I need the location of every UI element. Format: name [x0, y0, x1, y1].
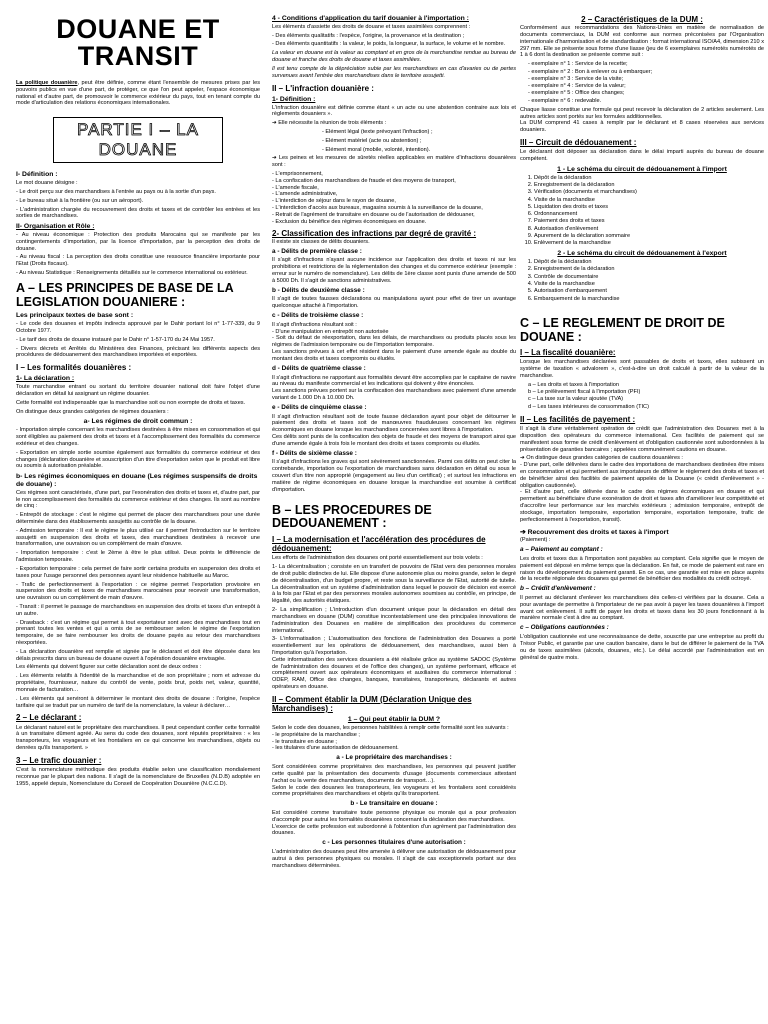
list-item: 1. Dépôt de la déclaration	[534, 175, 764, 182]
base-texts-item: - Le tarif des droits de douane instauré par le Dahir n° 1-57-170 du 24 Mai 1957.	[16, 336, 215, 343]
list-item: - exemplaire n° 1 : Service de la recette;	[528, 61, 628, 68]
fiscality-heading: I – La fiscalité douanière:	[520, 348, 616, 358]
part-one-box: PARTIE I – LA DOUANE	[53, 117, 223, 163]
characteristics-text: Conformément aux recommandations des Nations-Unies en matière de normalisation de documents commerciaux, la DUM est conforme aux normes préconisées par l'Organisation internationale d'harmonisation et de standardisation : format international ISO/A4, dimension 210 x 297 mm. Elle se présente sous forme d'une liasse (jeu de 6 exemplaires numérotés numérotés de 1 à 6 dont la destination se présente comme suit :	[520, 25, 764, 59]
list-item: b – Le prélèvement fiscal à l'importation (PFI)	[528, 389, 641, 396]
owner-heading: a - Le propriétaire des marchandises :	[336, 754, 452, 762]
import-circuit-heading: 1 - Le schéma du circuit de dédouanement à l'import	[557, 165, 727, 173]
infraction-definition-text: L'infraction douanière est définie comme étant « un acte ou une abstention contraire aux lois et règlements douaniers ».	[272, 104, 516, 118]
titulaire-heading: c - Les personnes titulaires d'une autorisation :	[322, 839, 466, 847]
common-regime-text: - Exportation en simple sortie soumise également aux formalités du commerce extérieur et des changes (déclaration douanière et souscription d'un titre d'exportation selon que le produit est libre ou soumis à autorisation préalable.	[16, 449, 260, 470]
circuit-heading: III – Circuit de dédouanement :	[520, 138, 637, 148]
base-texts-item: - Divers décrets et Arrêtés du Ministères des Finances, précisant les différents aspects des procédures de dédouanement des marchandises importées et exportées.	[16, 345, 260, 359]
class-c-heading: c - Délits de troisième classe :	[272, 312, 364, 319]
list-item: c – La taxe sur la valeur ajoutée (TVA)	[528, 396, 624, 403]
classification-heading: 2- Classification des infractions par degré de gravité :	[272, 228, 477, 238]
declaration-text: Cette formalité est indispensable que la marchandise soit ou non exempte de droits et taxes.	[16, 399, 246, 406]
organisation-text: - Au niveau fiscal : La perception des droits constitue une ressource financière importante pour l'Etat (Droits fiscaux).	[16, 254, 260, 268]
declaration-text: Les éléments qui doivent figurer sur cette déclaration sont de deux ordres :	[16, 664, 202, 671]
definition-text: - Le droit perçu sur des marchandises à l'entrée au pays ou à la sortie d'un pays.	[16, 188, 216, 195]
infraction-text: - Elément matériel (acte ou abstention) ;	[322, 137, 422, 144]
taxes-list	[520, 382, 764, 411]
list-item: 4. Visite de la marchandise	[534, 197, 764, 204]
economic-regime-text: - Trafic de perfectionnement à l'exportation : ce régime permet l'exportation provisoire en suspension des droits et taxes de marchandises marocaines pour recevoir une transformation, une ouvraison ou un complément de main d'œuvre.	[16, 581, 260, 602]
classification-text: Il existe six classes de délits douaniers.	[272, 238, 370, 245]
definition-text: - L'administration chargée du recouvrement des droits et taxes et de contrôler les entrées et les sorties de marchandises.	[16, 206, 260, 220]
modernisation-heading: I – La modernisation et l'accélération des procédures de dédouanement:	[272, 535, 486, 554]
infraction-text: - Elément moral (mobile, volonté, intention).	[322, 146, 431, 153]
economic-regime-text: - Importation temporaire : c'est le 2ème à être le plus utilisé. Deux points le différencie de l'admission temporaire.	[16, 550, 260, 564]
who-text: Selon le code des douanes, les personnes habilitées à remplir cette formalité sont les suivants : - le propriétaire de la marchandise ; - le transitaire en douane ; - les titulaires d'une autorisation de dédouanement.	[272, 725, 509, 752]
common-regime-text: - Importation simple concernant les marchandises destinées à être mises en consommation et qui sont éligibles au paiement des droits et taxes et à l'accomplissement des formalités du commerce extérieur et des changes.	[16, 427, 260, 447]
list-item: 3. Vérification (documents et marchandises)	[534, 189, 764, 196]
declaration-text: . Les éléments relatifs à l'identité de la marchandise et de son propriétaire ; nom et adresse du propriétaire, fournisseur, nature du contrôl de vente, poids brut, poids net, valeur, quantité, monnaie de facturation…	[16, 673, 260, 693]
fiscality-text: Lorsque les marchandises déclarées sont passables de droits et taxes, elles subissent un système de taxation « advalorem », c'est-à-dire un droit calculé à partir de la valeur de la marchandise.	[520, 359, 764, 380]
list-item: 9. Apurement de la déclaration sommaire	[534, 233, 764, 240]
economic-regime-text: Ces régimes sont caractérisés, d'une part, par l'exonération des droits et taxes et, d'autre part, par le non accomplissement des formalités du commerce extérieur et des changes. Ils sont au nombre de cinq :	[16, 489, 260, 510]
base-texts-item: - Le code des douanes et impôts indirects approuvé par le Dahir portant loi n° 1-77-339, du 9 Octobre 1977.	[16, 321, 260, 334]
penalties-list: - L'emprisonnement, - La confiscation des marchandises de fraude et des moyens de transport, - L'amende fiscale, - L'amende administrative, - L'interdiction de séjour dans le rayon de douane, - L'interdiction d'accès aux bureaux, magasins soumis à la surveillance de la douane, - Retrait de l'agrément de transitaire en douane ou de l'autorisation de dédouaner, - Exclusion du bénéfice des régimes économiques en douane.	[272, 171, 483, 225]
conditions-text: La valeur en douane est la valeur au comptant et en gros de la marchandise rendue au bureau de douane et franche des droits de douane et taxes assimilées.	[272, 50, 516, 64]
payment-facilities-heading: II – Les facilités de payement :	[520, 414, 636, 424]
declaration-text: . Les éléments qui serviront à déterminer le montant des droits de douane : l'origine, l'espèce tarifaire qui se traduit par un numéro de tarif de la nomenclature, la valeur à déclarer…	[16, 695, 260, 709]
intro-label: La politique douanière	[16, 80, 78, 86]
common-regime-heading: a- Les régimes de droit commun :	[83, 418, 193, 426]
list-item: - exemplaire n° 4 : Service de la valeur;	[528, 83, 626, 90]
list-item: 6. Embarquement de la marchandise	[534, 296, 764, 303]
titulaire-text: L'administration des douanes peut être amenée à délivrer une autorisation de dédouanement pour autrui à des personnes physiques ou morales. Il s'agit de cas exceptionnels portant sur des marchandises déterminées.	[272, 849, 516, 869]
conditions-text: Les éléments d'assiette des droits de douane et taxes assimilées comprennent :	[272, 23, 471, 30]
declaration-text: On distingue deux grandes catégories de régimes douaniers :	[16, 408, 169, 415]
list-item: 1. Dépôt de la déclaration	[534, 259, 764, 266]
class-b-heading: b - Délits de deuxième classe :	[272, 286, 365, 294]
conditions-text: Il est tenu compte de la dépréciation subie par les marchandises en cas d'avaries ou de pertes survenues avant l'entrée des marchandises dans le territoire assujetti.	[272, 65, 516, 79]
class-c-text: Il s'agit d'infractions résultant soit : - D'une manipulation en entrepôt non autorisée - Soit du défaut de réexportation, dans les délais, de marchandises ou produits placés sous les régimes de l'admission temporaire ou de l'importation temporaire. Les sanctions prévues à cet effet résident dans le paiement d'une amende égale au double du montant des droits et taxes compromis ou éludés.	[272, 321, 516, 362]
list-item: - exemplaire n° 3 : Service de la visite;	[528, 75, 624, 82]
list-item: 5. Autorisation d'embarquement	[534, 288, 764, 295]
class-b-text: Il s'agit de toutes fausses déclarations ou manipulations ayant pour effet de tirer un avantage quelconque attaché à l'importation.	[272, 296, 516, 310]
infraction-heading: II – L'infraction douanière :	[272, 83, 374, 93]
class-a-text: Il s'agit d'infractions n'ayant aucune incidence sur l'application des droits et taxes ni sur les prohibitions et restrictions de la réglementation des changes et du commerce extérieur (exemple : erreur sur le numéro de nomenclature). Les délits de 1ère classe sont punis d'une amende de 500 à 5000 Dh. Il s'agit de sanctions administratives.	[272, 257, 516, 284]
list-item: 5. Liquidation des droits et taxes	[534, 204, 764, 211]
intro-paragraph	[16, 80, 260, 107]
base-texts-heading: Les principaux textes de base sont :	[16, 312, 134, 320]
formalities-heading: I – Les formalités douanières :	[16, 363, 132, 373]
declaration-text: Toute marchandise entrant ou sortant du territoire douanier national doit faire l'objet d'une déclaration en détail lui assignant un régime douanier.	[16, 384, 260, 397]
list-item: - exemplaire n° 2 : Bon à enlever ou à embarquer;	[528, 68, 653, 75]
traffic-heading: 3 – Le trafic douanier :	[16, 755, 102, 765]
declarant-text: Le déclarant naturel est le propriétaire des marchandises. Il peut cependant confier cette formalité à un transitaire dûment agréé. Au sens du code des douanes, sont réputés propriétaires : « les transporteurs, les voyageurs et les frontaliers en ce qui concerne les marchandises, objets ou denrées qu'ils transportent. »	[16, 724, 260, 751]
definition-text: - Le bureau situé à la frontière (ou sur un aéroport).	[16, 197, 144, 204]
definition-text: Le mot douane désigne :	[16, 180, 78, 187]
list-item: 7. Paiement des droits et taxes	[534, 218, 764, 225]
title-line-1: DOUANE ET	[56, 14, 220, 44]
infraction-text: ➔ Les peines et les mesures de sûretés réelles applicables en matière d'infractions douanières sont :	[272, 155, 516, 169]
recovery-heading: ➔ Recouvrement des droits et taxes à l'import	[520, 528, 669, 536]
list-item: 2. Enregistrement de la déclaration	[534, 182, 764, 189]
section-b-heading: B – LES PROCEDURES DE DEDOUANEMENT :	[272, 502, 432, 531]
infraction-text: ➔ Elle nécessite la réunion de trois éléments :	[272, 120, 387, 127]
class-f-text: Il s'agit d'infractions les graves qui sont sévèrement sanctionnées. Parmi ces délits on peut citer la contrebande, importation ou l'exportation de marchandises sans déclaration en détail ou sous le couvert d'un titre non approprié (engagement au lieu d'un certificat) ; et surtout les infractions en matière de régime économiques en douane lorsque la marchandise est soumise à certificat d'importation.	[272, 459, 516, 493]
decentralisation-text: 1- La décentralisation ; consiste en un transfert de pouvoirs de l'Etat vers des personnes morales de droit public distinctes de lui. Elle dispose d'une autonomie plus ou moins grande, selon le degré de décentralisation, d'un budget propre, et reste sous la surveillance de l'Etat, autorité de tutelle. La décentralisation est un système d'administration dans lequel le pouvoir de décision est exercé à la fois par l'Etat et par des personnes morales autonomes soumises au contrôle, en principe, de légalité, des autorités étatiques.	[272, 564, 516, 605]
list-item: 4. Visite de la marchandise	[534, 281, 764, 288]
column-2	[272, 12, 516, 871]
list-item: 2. Enregistrement de la déclaration	[534, 266, 764, 273]
class-f-heading: f - Délits de sixième classe :	[272, 449, 357, 457]
document-title	[16, 16, 260, 70]
title-line-2: TRANSIT	[77, 41, 199, 71]
list-item: 6. Ordonnancement	[534, 211, 764, 218]
declaration-text: - La déclaration douanière est remplie et signée par le déclarant et doit être déposée dans les délais prescrits dans un bureau de douane ouvert à l'opération douanière envisagée.	[16, 648, 260, 662]
class-a-heading: a - Délits de première classe :	[272, 247, 362, 255]
characteristics-text: Chaque liasse constitue une formule qui peut recevoir la déclaration de 2 articles seulement. Les autres articles sont portés sur les formules additionnelles. La DUM comprend 41 cases à remplir par le déclarant et 8 cases réservées aux services douaniers.	[520, 106, 764, 134]
credit-text: Il permet au déclarant d'enlever les marchandises dès celles-ci vérifiées par la douane. Cela a pour avantage de permettre à l'importateur de ne pas avoir à payer les taxes douanières à l'import avant cet enlèvement. Il suffit de payer les droits et taxes dans les 30 jours fonctionnant à la manière normale c'est à dire au comptant.	[520, 595, 764, 622]
credit-heading: b – Crédit d'enlèvement :	[520, 585, 596, 593]
list-item: 8. Autorisation d'enlèvement	[534, 226, 764, 233]
list-item: - exemplaire n° 6 : redevable.	[528, 97, 602, 104]
export-circuit-heading: 2 - Le schéma du circuit de dédouanement à l'export	[557, 250, 727, 258]
declarant-heading: 2 – Le déclarant :	[16, 713, 82, 723]
class-e-text: Il s'agit d'infraction résultant soit de toute fausse déclaration ayant pour objet de détourner le paiement des droits et taxes soit de manœuvres frauduleuses concernant les régimes économiques en douane lorsque les marchandises concernées sont libres à l'importation. Ces délits sont punis de la confiscation des objets de fraude et des moyens de transport ainsi que d'une amende égale à trois fois le montant des droits et taxes compromis ou éludés.	[272, 413, 516, 447]
cash-payment-heading: a – Paiement au comptant :	[520, 546, 603, 554]
economic-regime-text: - Transit : il permet le passage de marchandises en suspension des droits et taxes d'un entrepôt à un autre.	[16, 603, 260, 617]
economic-regime-heading: b- Les régimes économiques en douane (Les régimes suspensifs de droits de douane) :	[16, 473, 258, 488]
owner-text: Sont considérées comme propriétaires des marchandises, les personnes qui peuvent justifier cette qualité par la présentation des documents d'usage (documents commerciaux attestant l'achat ou la vente des marchandises, documents de transport…). Selon le code des douanes les transporteurs, les voyageurs et les frontaliers sont considérés comme propriétaires des marchandises et objets qu'ils transportent.	[272, 764, 516, 798]
obligations-heading: c – Obligations cautionnées :	[520, 624, 609, 632]
transitaire-text: Est considéré comme transitaire toute personne physique ou morale qui a pour profession d'accomplir pour autrui les formalités douanières concernant la déclaration des marchandises. L'exercice de cette profession est subordonné à l'obtention d'un agrément par l'administration des douanes.	[272, 809, 516, 837]
traffic-text: C'est la nomenclature méthodique des produits établie selon une classification mondialement reconnue par le plupart des nations. Il s'agit de la nomenclature de Bruxelles (N.D.B) adoptée en 1955, appelé depuis, Nomenclature du Conseil de Coopération Douanière (N.C.C.D).	[16, 766, 260, 787]
recovery-subheading: (Paiement) :	[520, 537, 551, 544]
conditions-text: - Des éléments quantitatifs : la valeur, le poids, la longueur, la surface, le volume et le nombre.	[272, 41, 506, 48]
transitaire-heading: b - Le transitaire en douane :	[350, 800, 438, 808]
section-c-heading: C – LE REGLEMENT DE DROIT DE DOUANE :	[520, 315, 725, 344]
informatisation-text: 3- L'informatisation ; L'automatisation des fonctions de l'administration des Douanes a porté essentiellement sur les opérations de dédouanement, des marchandises, aussi bien à l'importation qu'à l'exportation. Cette informatisation des services douaniers a été réalisée grâce au système SADOC (Système de l'administration des douanes et de l'office des changes), un système performant, efficace et complètement ouvert aux opérateurs économiques et auxiliaires du commerce international : ODEP, RAM, Office des changes, banques, transitaires, transporteurs, déclarants et autres opérateurs en douane.	[272, 636, 516, 690]
conditions-heading: 4 - Conditions d'application du tarif douanier à l'importation :	[272, 15, 469, 22]
organisation-heading: II- Organisation et Rôle :	[16, 223, 95, 231]
characteristics-heading: 2 – Caractéristiques de la DUM :	[581, 15, 703, 24]
column-3	[520, 12, 764, 663]
cash-payment-text: Les droits et taxes dus à l'importation sont payables au comptant. Cela signifie que le moyen de paiement est déposé en même temps que la déclaration. En fait, ce mode de paiement est rare en raison du développement du paiement garanti. En ce cas, une garantie est mise en place auprès de la recette régionale des douanes qui permet de bénéficier des modalités du crédit octroyé.	[520, 555, 764, 583]
list-item: - exemplaire n° 5 : Office des changes;	[528, 90, 625, 97]
list-item: a – Les droits et taxes à l'importation	[528, 381, 619, 388]
intro-text: , peut être définie, comme étant l'ensemble de mesures prises par les pouvoirs publics en vue d'une part, de protéger, ce que l'on peut appeler, l'espace économique national et d'autre part, de promouvoir le commerce extérieur du pays, tout en tenant compte du mode d'articulation des relations économiques internationales.	[16, 80, 260, 107]
column-1	[16, 12, 260, 789]
import-circuit-list	[520, 175, 764, 248]
obligations-text: L'obligation cautionnée est une reconnaissance de dette, souscrite par une entreprise au profit du Trésor Public, et garantie par une caution bancaire, dans le but de différer le paiement de la TVA ou de taxes assimilées (alcools, douanes, etc.). Le délai accordé par l'administration est en général de quatre mois.	[520, 634, 764, 661]
list-item: 3. Contrôle de documentaire	[534, 274, 764, 281]
export-circuit-list	[520, 259, 764, 303]
circuit-text: Le déclarant doit déposer sa déclaration dans le délai imparti auprès du bureau de douane compétent.	[520, 149, 764, 163]
conditions-text: - Des éléments qualitatifs : l'espèce, l'origine, la provenance et la destination ;	[272, 32, 465, 39]
infraction-text: - Elément légal (texte prévoyant l'infraction) ;	[322, 128, 433, 135]
payment-facilities-text: Il s'agit là d'une véritablement opération de crédit que l'administration des Douanes met à la disposition des opérateurs du commerce international. Ces facilités de paiement qui se manifestent sous forme de crédit d'enlèvement et d'obligation cautionnée sont subordonnées à la présentation de garanties bancaires ; appelées communément cautions en douane.	[520, 426, 764, 453]
economic-regime-text: - Exportation temporaire : cela permet de faire sortir certains produits en suspension des droits et taxes pour l'usage personnel des personnes ayant leur résidence habituelle au Maroc.	[16, 565, 260, 579]
modernisation-text: Les efforts de l'administration des douanes ont porté essentiellement sur trois volets :	[272, 555, 483, 562]
definition-heading: I- Définition :	[16, 171, 58, 179]
class-e-heading: e - Délits de cinquième classe :	[272, 403, 367, 411]
dum-heading: II – Comment établir la DUM (Déclaration Unique des Marchandises) :	[272, 694, 472, 713]
list-item: 10. Enlèvement de la marchandise	[534, 240, 764, 247]
economic-regime-text: - Admission temporaire : Il est le régime le plus utilisé car il permet l'introduction sur le territoire assujetti en suspension des droits et taxes, des marchandises destinées à recevoir une transformation, une ouvraison ou un complément de main d'œuvre.	[16, 527, 260, 548]
organisation-text: - Au niveau Statistique : Renseignements détaillés sur le commerce international ou extérieur.	[16, 270, 248, 276]
declaration-heading: 1- La déclaration :	[16, 375, 75, 383]
class-d-text: Il s'agit d'infractions ne rapportant aux formalités devant être accomplies par le capitaine de navire au niveau du manifeste commercial et les indications qui doivent y être énoncées. Les sanctions prévues portent sur la confiscation des marchandises avec paiement d'une amende variant de 1.000 Dh à 10.000 Dh.	[272, 374, 516, 401]
economic-regime-text: - Drawback : c'est un régime qui permet à tout exportateur sont avec des marchandises tout en prenant toutes les ventes et qui a omis de se rembourser selon le régime de l'exportation temporaire, de se faire rembourser les droits de douane payés au retour des marchandises réexportées.	[16, 619, 260, 646]
simplification-text: 2- La simplification ; L'introduction d'un document unique pour la déclaration en détail des marchandises en douane (DUM) constitue incontestablement une des principales innovations de l'administration des Douanes en matière de simplification des procédures du commerce international.	[272, 607, 516, 634]
class-d-heading: d - Délits de quatrième classe :	[272, 364, 366, 372]
organisation-text: - Au niveau économique : Protection des produits Marocains qui se manifeste par les contingentements d'importation, par la licence d'importation, par la perception des droits de douane.	[16, 231, 260, 252]
who-heading: 1 – Qui peut établir la DUM ?	[347, 716, 441, 724]
infraction-definition-heading: 1- Définition :	[272, 95, 316, 103]
section-a-heading: A – LES PRINCIPES DE BASE DE LA LEGISLATION DOUANIERE :	[16, 280, 234, 309]
payment-facilities-text: ➔ On distingue deux grandes catégories de cautions douanières : - D'une part, celle délivrées dans le cadre des importations de marchandises destinées être mises en consommation et qui permettent aux importateurs de différer le règlement des droits et taxes et de bénéficier ainsi des facilités de paiement appelés de la Douane (« crédit d'enlèvement » - obligation cautionnée). - Et d'autre part, celle délivrée dans le cadre des régimes économiques en douane et qui permettent au bénéficiaire d'une exonération de droit et taxes afin d'améliorer leur compétitivité et d'accroître leur performance sur les marchés extérieurs ; admission temporaire, entrepôt de stockage, importation temporaire, exportation temporaire, exportation temporaire, trafic de perfectionnement à l'exportation, transit).	[520, 455, 764, 523]
list-item: d – Les taxes intérieures de consommation (TIC)	[528, 403, 649, 410]
economic-regime-text: - Entrepôt de stockage : c'est le régime qui permet de placer des marchandises pour une durée déterminée dans des établissements assujettis au contrôle de la douane.	[16, 512, 260, 525]
copies-list	[520, 61, 764, 105]
